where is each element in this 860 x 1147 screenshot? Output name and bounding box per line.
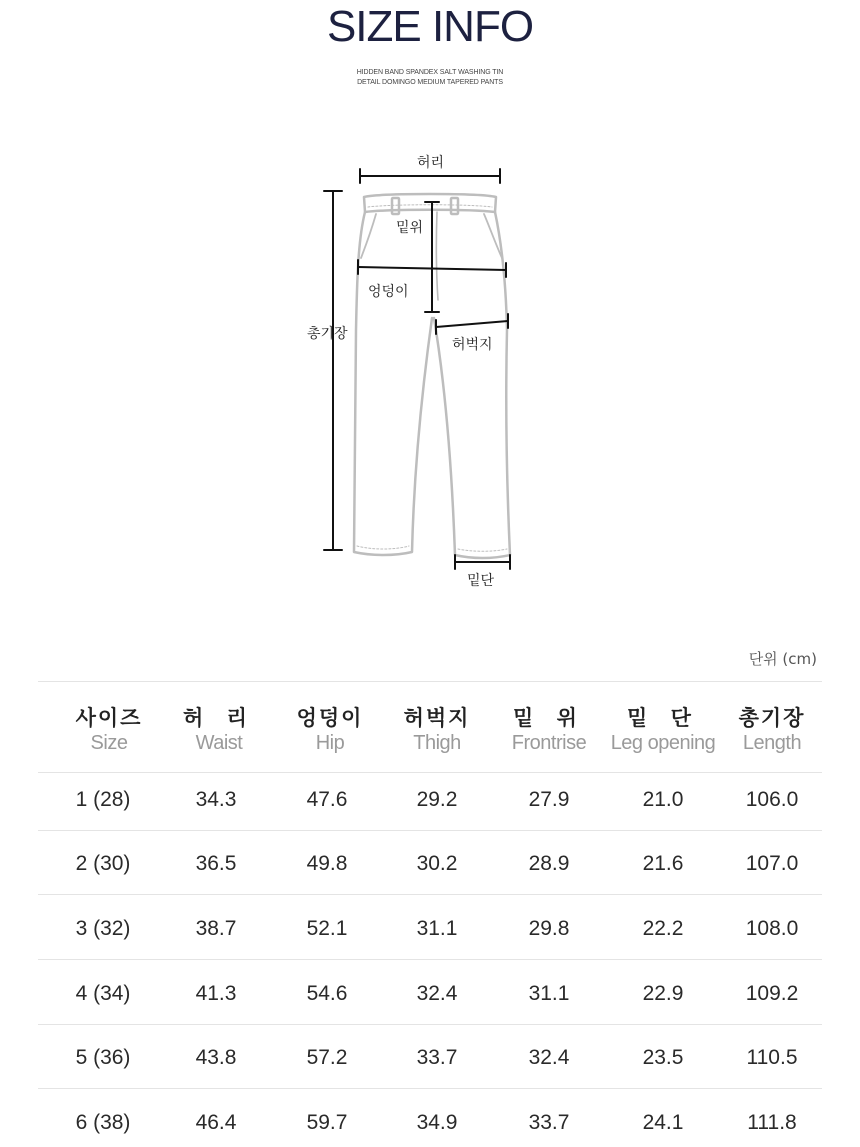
table-rule <box>38 830 822 831</box>
table-rule <box>38 681 822 682</box>
cell-waist: 46.4 <box>195 1111 237 1134</box>
cell-waist: 43.8 <box>195 1046 237 1069</box>
cell-size: 6 (38) <box>75 1111 131 1134</box>
subtitle-line-1: HIDDEN BAND SPANDEX SALT WASHING TIN <box>356 69 504 76</box>
table-rule <box>38 1024 822 1025</box>
cell-frontrise: 27.9 <box>528 788 570 811</box>
cell-size: 4 (34) <box>75 982 131 1005</box>
cell-waist: 41.3 <box>195 982 237 1005</box>
table-rule <box>38 1088 822 1089</box>
header-frontrise-en: Frontrise <box>511 732 587 754</box>
cell-leg-opening: 21.6 <box>642 852 684 875</box>
cell-hip: 54.6 <box>306 982 348 1005</box>
header-thigh-ko: 허벅지 <box>403 706 471 730</box>
table-rule <box>38 894 822 895</box>
header-leg-opening-ko: 밑 단 <box>627 706 699 730</box>
cell-frontrise: 29.8 <box>528 917 570 940</box>
header-hip-en: Hip <box>315 732 345 754</box>
cell-length: 109.2 <box>745 982 799 1005</box>
cell-waist: 38.7 <box>195 917 237 940</box>
header-size-en: Size <box>90 732 128 754</box>
cell-size: 2 (30) <box>75 852 131 875</box>
cell-length: 111.8 <box>747 1111 797 1134</box>
label-waist: 허리 <box>417 155 445 171</box>
header-leg-opening-en: Leg opening <box>610 732 716 754</box>
label-thigh: 허벅지 <box>452 337 493 353</box>
cell-length: 106.0 <box>745 788 799 811</box>
header-thigh-en: Thigh <box>413 732 461 754</box>
cell-frontrise: 32.4 <box>528 1046 570 1069</box>
cell-frontrise: 28.9 <box>528 852 570 875</box>
cell-waist: 34.3 <box>195 788 237 811</box>
cell-leg-opening: 24.1 <box>642 1111 684 1134</box>
subtitle-line-2: DETAIL DOMINGO MEDIUM TAPERED PANTS <box>357 79 503 86</box>
cell-length: 108.0 <box>745 917 799 940</box>
cell-size: 3 (32) <box>75 917 131 940</box>
table-rule <box>38 772 822 773</box>
header-length-ko: 총기장 <box>738 706 806 730</box>
label-hip: 엉덩이 <box>368 284 409 300</box>
cell-hip: 49.8 <box>306 852 348 875</box>
cell-thigh: 32.4 <box>416 982 458 1005</box>
cell-hip: 52.1 <box>306 917 348 940</box>
table-rule <box>38 959 822 960</box>
cell-leg-opening: 21.0 <box>642 788 684 811</box>
label-leg-opening: 밑단 <box>467 573 495 589</box>
header-waist-en: Waist <box>195 732 243 754</box>
cell-thigh: 30.2 <box>416 852 458 875</box>
page-title: SIZE INFO <box>326 2 534 51</box>
cell-frontrise: 33.7 <box>528 1111 570 1134</box>
cell-thigh: 33.7 <box>416 1046 458 1069</box>
unit-label: 단위 (cm) <box>748 650 817 668</box>
label-frontrise: 밑위 <box>396 220 424 236</box>
cell-waist: 36.5 <box>195 852 237 875</box>
cell-hip: 47.6 <box>306 788 348 811</box>
cell-size: 1 (28) <box>75 788 131 811</box>
cell-hip: 59.7 <box>306 1111 348 1134</box>
header-length-en: Length <box>742 732 802 754</box>
cell-thigh: 34.9 <box>416 1111 458 1134</box>
cell-thigh: 31.1 <box>416 917 458 940</box>
cell-leg-opening: 23.5 <box>642 1046 684 1069</box>
cell-leg-opening: 22.9 <box>642 982 684 1005</box>
header-size-ko: 사이즈 <box>75 706 143 730</box>
cell-size: 5 (36) <box>75 1046 131 1069</box>
label-length: 총기장 <box>307 326 348 342</box>
cell-length: 107.0 <box>745 852 799 875</box>
header-waist-ko: 허 리 <box>183 706 255 730</box>
cell-thigh: 29.2 <box>416 788 458 811</box>
cell-frontrise: 31.1 <box>528 982 570 1005</box>
header-frontrise-ko: 밑 위 <box>513 706 585 730</box>
cell-length: 110.5 <box>746 1046 798 1069</box>
header-hip-ko: 엉덩이 <box>296 706 364 730</box>
cell-leg-opening: 22.2 <box>642 917 684 940</box>
cell-hip: 57.2 <box>306 1046 348 1069</box>
